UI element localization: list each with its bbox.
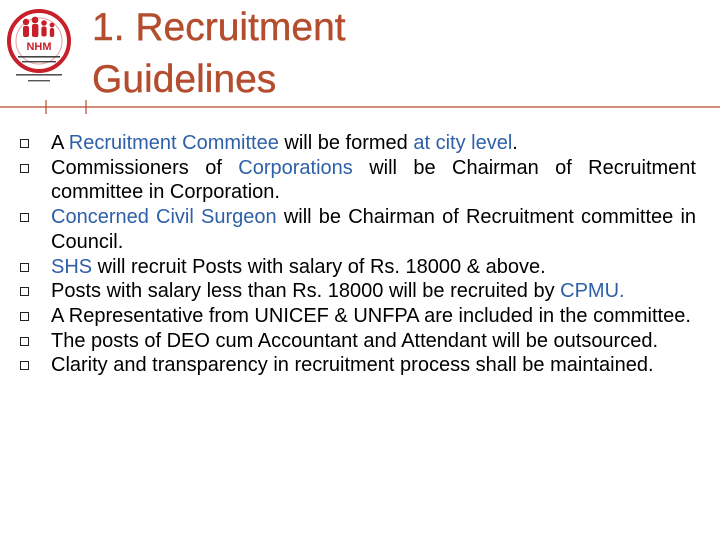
square-bullet-icon — [20, 164, 29, 173]
bullet-text: Clarity and transparency in recruitment process shall be maintained. — [51, 354, 654, 377]
slide-title-line-1: 1. Recruitment — [92, 6, 346, 49]
bullet-text: will be Chairman of Recruitment committee in Council. — [51, 206, 697, 253]
bullet-text: will be Chairman of Recruitment committee in Corporation. — [51, 156, 696, 204]
bullet-item — [20, 255, 696, 280]
square-bullet-icon — [20, 263, 29, 272]
slide-title-line-2: Guidelines — [92, 58, 277, 101]
slide-title — [92, 2, 346, 106]
bullet-item — [20, 131, 696, 156]
bullet-item — [20, 329, 696, 354]
square-bullet-icon — [20, 312, 29, 321]
square-bullet-icon — [20, 213, 29, 222]
highlighted-text: SHS — [51, 255, 93, 278]
bullet-text: . — [512, 132, 518, 154]
nhm-logo — [6, 8, 72, 88]
bullet-item — [20, 156, 696, 205]
square-bullet-icon — [20, 361, 29, 370]
bullet-text: Posts with salary less than Rs. 18000 will be recruited by — [51, 280, 561, 303]
bullet-item — [20, 279, 696, 304]
bullet-item — [20, 353, 696, 378]
bullet-item — [20, 205, 696, 254]
logo-text: NHM — [26, 41, 52, 53]
highlighted-text: CPMU. — [560, 280, 625, 303]
bullet-text: Commissioners of — [51, 156, 239, 179]
square-bullet-icon — [20, 337, 29, 346]
highlighted-text: at city level — [413, 132, 513, 154]
bullet-text: will be formed — [278, 132, 414, 154]
highlighted-text: Concerned Civil Surgeon — [51, 206, 277, 229]
title-divider — [0, 100, 720, 114]
highlighted-text: Corporations — [238, 156, 353, 179]
square-bullet-icon — [20, 139, 29, 148]
square-bullet-icon — [20, 287, 29, 296]
bullet-text: A Representative from UNICEF & UNFPA are included in the committee. — [51, 304, 691, 327]
bullet-text: will recruit Posts with salary of Rs. 18000 & above. — [92, 255, 546, 278]
bullet-text: A — [51, 132, 69, 154]
bullet-item — [20, 304, 696, 329]
highlighted-text: Recruitment Committee — [68, 132, 279, 154]
guidelines-list — [20, 131, 696, 378]
bullet-text: The posts of DEO cum Accountant and Attendant will be outsourced. — [51, 329, 659, 352]
